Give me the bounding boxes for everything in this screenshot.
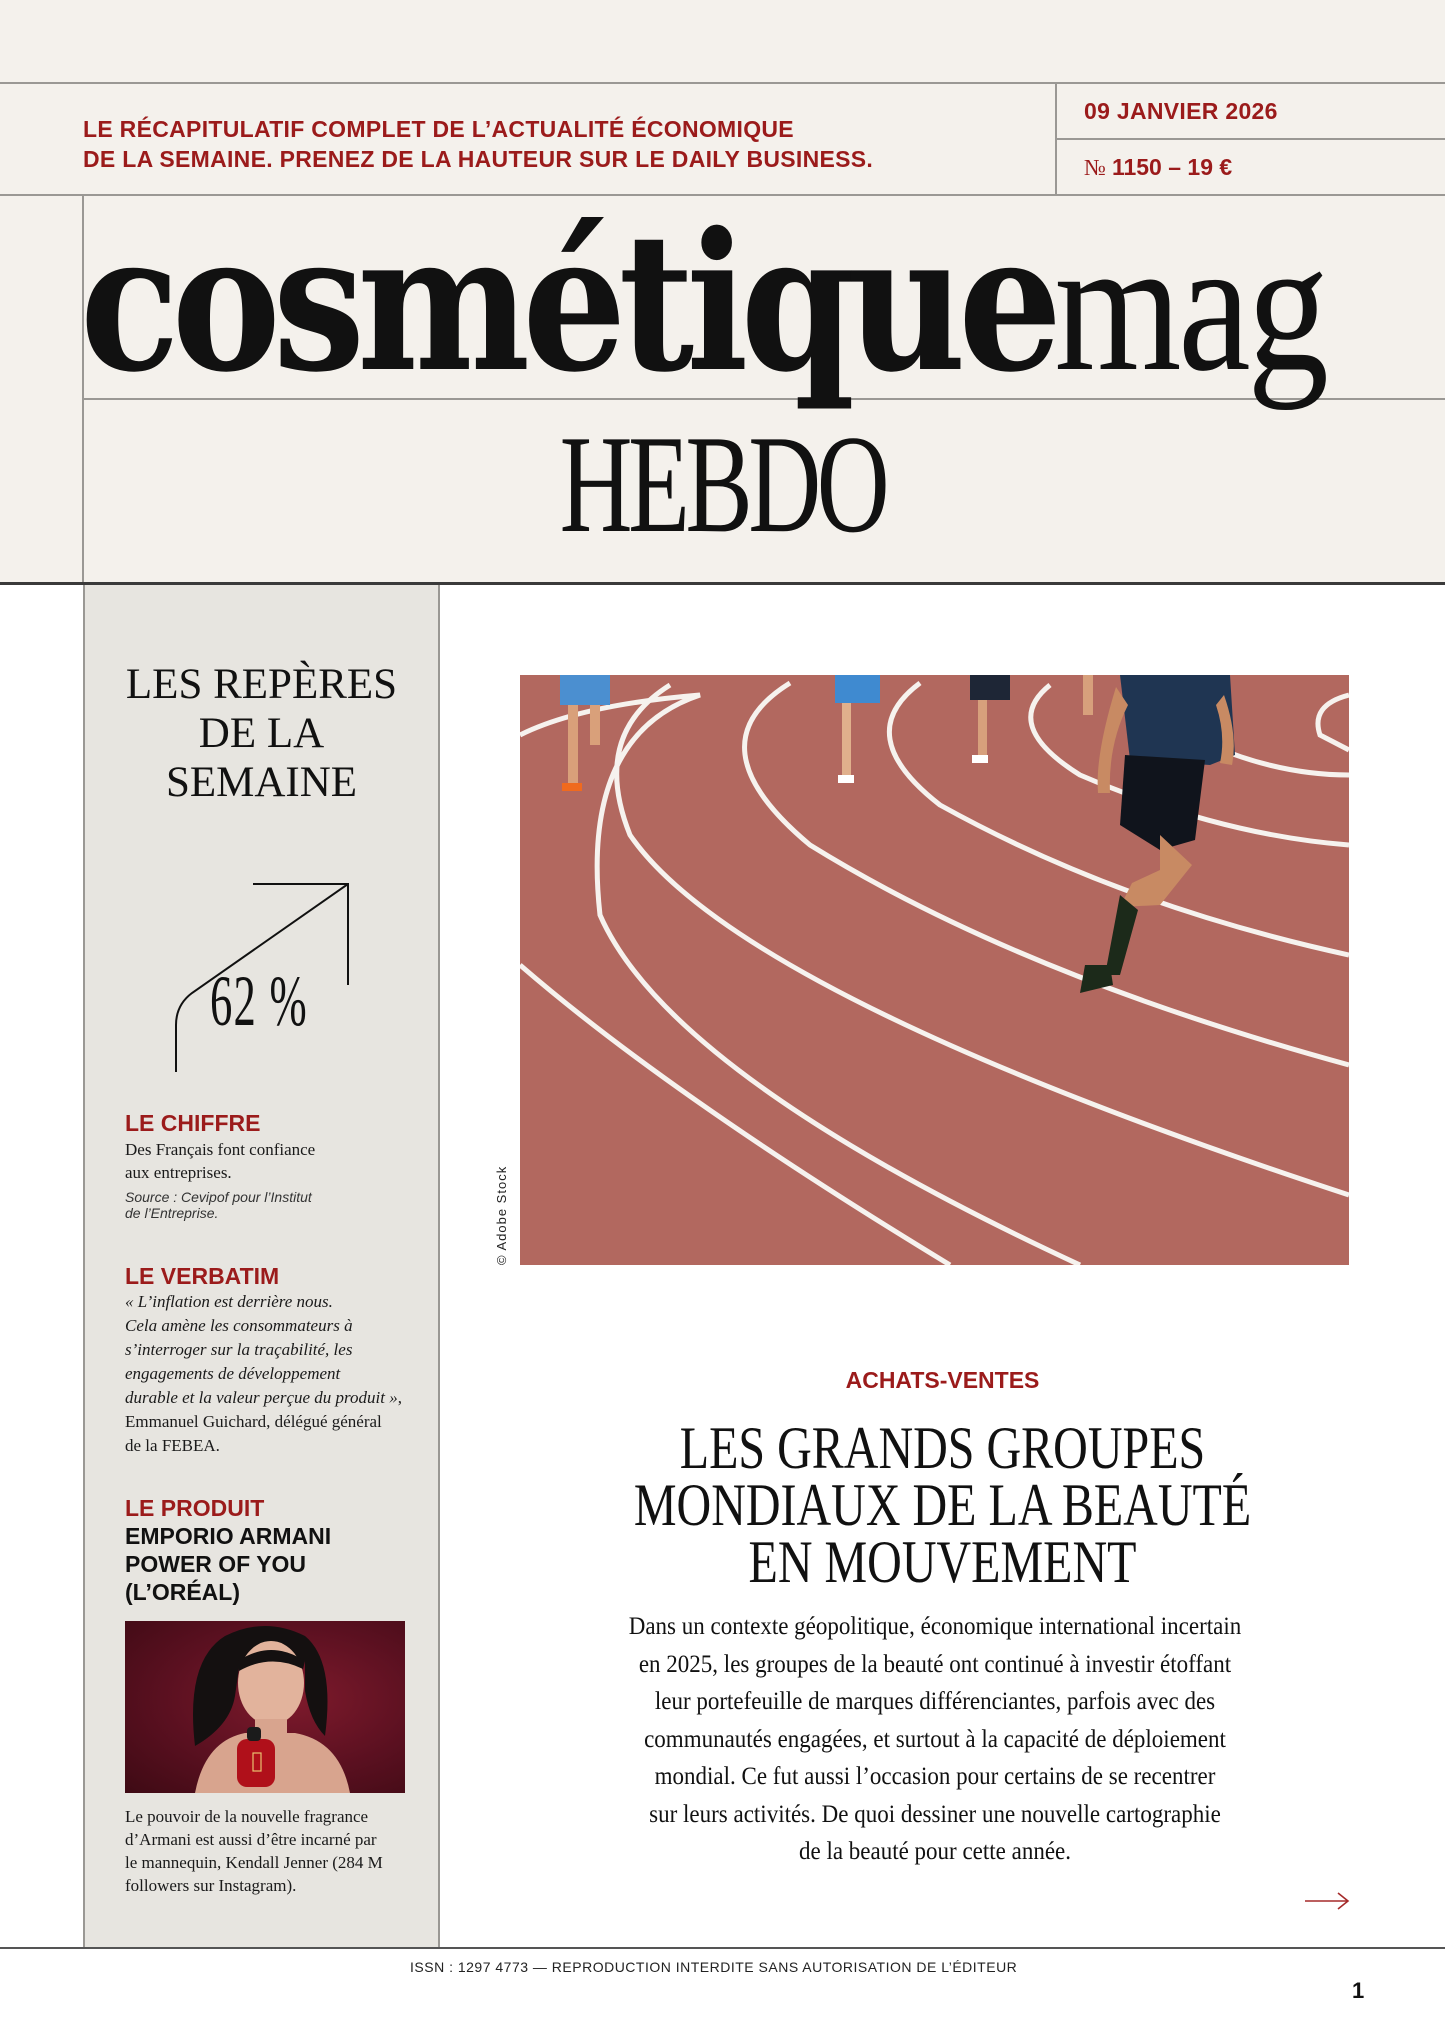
sidebar-title-line: SEMAINE — [165, 759, 358, 806]
figure-value: 62 % — [210, 961, 308, 1041]
lede-line: de la beauté pour cette année. — [798, 1838, 1072, 1865]
figure-source-line: de l’Entreprise. — [125, 1205, 219, 1221]
running-track-illustration — [520, 675, 1349, 1265]
product-name-line: (L’ORÉAL) — [125, 1579, 240, 1605]
caption-line: followers sur Instagram). — [125, 1876, 297, 1895]
quote-line: « L’inflation est derrière nous. — [125, 1292, 333, 1311]
issue-number-price — [1084, 154, 1232, 181]
product-name-line: POWER OF YOU — [125, 1551, 307, 1577]
quote-line: s’interroger sur la traçabilité, les — [125, 1340, 353, 1359]
caption-line: d’Armani est aussi d’être incarné par — [125, 1830, 377, 1849]
lede-line: leur portefeuille de marques différenciantes, parfois avec des — [654, 1688, 1216, 1715]
headline-line: LES GRANDS GROUPES — [679, 1415, 1206, 1481]
product-name — [125, 1522, 331, 1606]
figure-text — [125, 1138, 425, 1184]
page-number: 1 — [1352, 1978, 1365, 2003]
figure-text-line: aux entreprises. — [125, 1163, 232, 1182]
numero-symbol: № — [1084, 155, 1106, 180]
quote-attribution: de la FEBEA. — [125, 1436, 220, 1455]
sidebar-title-line: DE LA — [198, 710, 325, 757]
sidebar-title — [85, 660, 438, 807]
caption-line: Le pouvoir de la nouvelle fragrance — [125, 1807, 369, 1826]
masthead-top-rule — [0, 82, 1445, 84]
weekly-highlights-sidebar — [83, 585, 440, 1948]
lede-line: sur leurs activités. De quoi dessiner une nouvelle cartographie — [649, 1800, 1221, 1828]
product-caption — [125, 1805, 425, 1897]
quote-comma: , — [397, 1388, 402, 1407]
product-photo-illustration — [125, 1621, 405, 1793]
headline-line: MONDIAUX DE LA BEAUTÉ — [633, 1472, 1252, 1538]
quote-line: durable et la valeur perçue du produit » — [125, 1388, 398, 1407]
product-heading: LE PRODUIT — [125, 1495, 265, 1521]
masthead-vertical-divider — [1055, 82, 1057, 195]
date-issue-divider — [1055, 138, 1445, 140]
verbatim-heading: LE VERBATIM — [125, 1263, 280, 1289]
tagline-line: DE LA SEMAINE. PRENEZ DE LA HAUTEUR SUR LE DAILY BUSINESS. — [83, 146, 874, 172]
tagline-line: LE RÉCAPITULATIF COMPLET DE L’ACTUALITÉ ÉCONOMIQUE — [83, 116, 794, 142]
issue-date: 09 JANVIER 2026 — [1084, 98, 1278, 124]
footer-legal: ISSN : 1297 4773 — REPRODUCTION INTERDITE SANS AUTORISATION DE L’ÉDITEUR — [410, 1959, 1018, 1975]
product-image — [125, 1621, 405, 1793]
tagline — [83, 114, 1043, 174]
magazine-logo — [80, 191, 1326, 414]
figure-source-line: Source : Cevipof pour l’Institut — [125, 1189, 312, 1205]
figure-text-line: Des Français font confiance — [125, 1140, 316, 1159]
edition-title: HEBDO — [559, 407, 886, 562]
arrow-right-icon[interactable] — [1303, 1890, 1351, 1912]
quote-attribution: Emmanuel Guichard, délégué général — [125, 1412, 382, 1431]
lede-line: communautés engagées, et surtout à la capacité de déploiement — [644, 1725, 1226, 1753]
quote-line: Cela amène les consommateurs à — [125, 1316, 353, 1335]
product-name-line: EMPORIO ARMANI — [125, 1523, 332, 1549]
caption-line: le mannequin, Kendall Jenner (284 M — [125, 1853, 383, 1872]
lede-line: mondial. Ce fut aussi l’occasion pour certains de se recentrer — [654, 1763, 1216, 1790]
photo-credit: © Adobe Stock — [494, 1165, 509, 1265]
figure-source — [125, 1189, 425, 1221]
quote-line: engagements de développement — [125, 1364, 341, 1383]
lede-line: en 2025, les groupes de la beauté ont continué à investir étoffant — [638, 1650, 1232, 1678]
logo-thin-part: mag — [1054, 201, 1326, 411]
issue-price-text: 1150 – 19 € — [1111, 154, 1233, 180]
article-lede — [510, 1608, 1360, 1871]
verbatim-quote — [125, 1290, 435, 1458]
lede-line: Dans un contexte géopolitique, économique international incertain — [628, 1613, 1242, 1640]
sidebar-title-line: LES REPÈRES — [125, 661, 398, 708]
article-photo — [520, 675, 1349, 1265]
footer-rule — [0, 1947, 1445, 1949]
logo-bold-part: cosmétique — [80, 191, 1055, 414]
headline-line: EN MOUVEMENT — [748, 1529, 1137, 1595]
figure-heading: LE CHIFFRE — [125, 1110, 261, 1136]
article-kicker: ACHATS-VENTES — [845, 1367, 1040, 1393]
article-headline[interactable] — [440, 1415, 1445, 1595]
